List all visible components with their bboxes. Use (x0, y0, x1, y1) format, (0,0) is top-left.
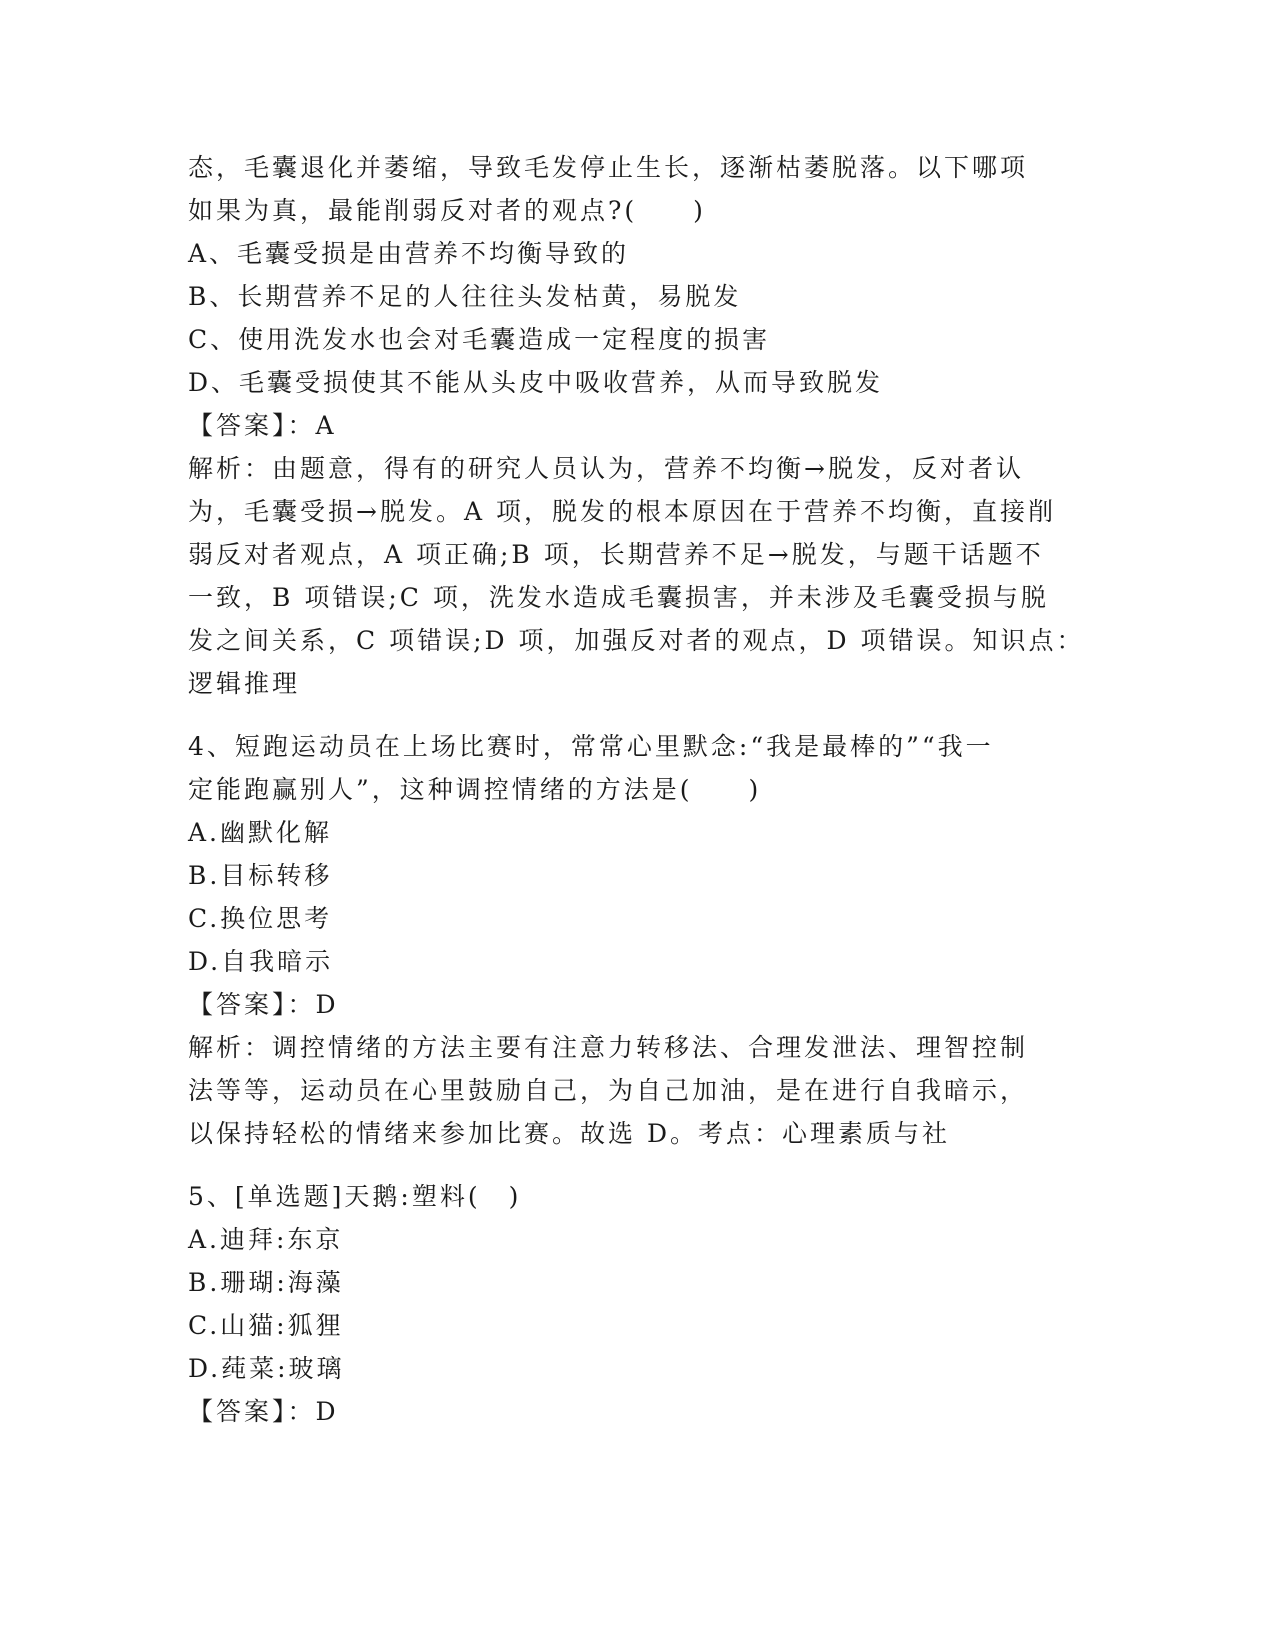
question-stem-line: 如果为真，最能削弱反对者的观点?( ) (188, 196, 706, 225)
option-b: B.珊瑚:海藻 (188, 1268, 344, 1297)
analysis-line: 为，毛囊受损→脱发。A 项，脱发的根本原因在于营养不均衡，直接削 (188, 497, 1056, 526)
analysis-line: 弱反对者观点，A 项正确;B 项，长期营养不足→脱发，与题干话题不 (188, 540, 1044, 569)
option-a: A.幽默化解 (188, 818, 333, 847)
question-stem-line: 4、短跑运动员在上场比赛时，常常心里默念:“我是最棒的”“我一 (188, 732, 994, 761)
answer-line: 【答案】：D (188, 990, 339, 1019)
analysis-line: 发之间关系，C 项错误;D 项，加强反对者的观点，D 项错误。知识点： (188, 626, 1085, 655)
section-gap (188, 1155, 1088, 1175)
option-b: B、长期营养不足的人往往头发枯黄，易脱发 (188, 282, 742, 311)
question-3 (188, 146, 1088, 705)
document-page (188, 146, 1088, 1433)
analysis-line: 以保持轻松的情绪来参加比赛。故选 D。考点：心理素质与社 (188, 1119, 950, 1148)
option-c: C.山猫:狐狸 (188, 1311, 344, 1340)
option-b: B.目标转移 (188, 861, 333, 890)
analysis-line: 法等等，运动员在心里鼓励自己，为自己加油，是在进行自我暗示， (188, 1076, 1029, 1105)
answer-line: 【答案】：A (188, 411, 337, 440)
option-c: C、使用洗发水也会对毛囊造成一定程度的损害 (188, 325, 771, 354)
section-gap (188, 705, 1088, 725)
analysis-line: 一致，B 项错误;C 项，洗发水造成毛囊损害，并未涉及毛囊受损与脱 (188, 583, 1049, 612)
option-a: A.迪拜:东京 (188, 1225, 344, 1254)
option-d: D.莼菜:玻璃 (188, 1354, 345, 1383)
option-c: C.换位思考 (188, 904, 333, 933)
answer-line: 【答案】：D (188, 1397, 339, 1426)
question-stem-line: 5、[单选题]天鹅:塑料( ) (188, 1182, 522, 1211)
option-d: D.自我暗示 (188, 947, 334, 976)
question-4 (188, 725, 1088, 1155)
question-5 (188, 1175, 1088, 1433)
question-stem-line: 定能跑赢别人”，这种调控情绪的方法是( ) (188, 775, 762, 804)
analysis-line: 解析：由题意，得有的研究人员认为，营养不均衡→脱发，反对者认 (188, 454, 1024, 483)
option-a: A、毛囊受损是由营养不均衡导致的 (188, 239, 630, 268)
option-d: D、毛囊受损使其不能从头皮中吸收营养，从而导致脱发 (188, 368, 884, 397)
question-stem-line: 态，毛囊退化并萎缩，导致毛发停止生长，逐渐枯萎脱落。以下哪项 (188, 153, 1029, 182)
analysis-line: 逻辑推理 (188, 669, 301, 698)
analysis-line: 解析：调控情绪的方法主要有注意力转移法、合理发泄法、理智控制 (188, 1033, 1029, 1062)
